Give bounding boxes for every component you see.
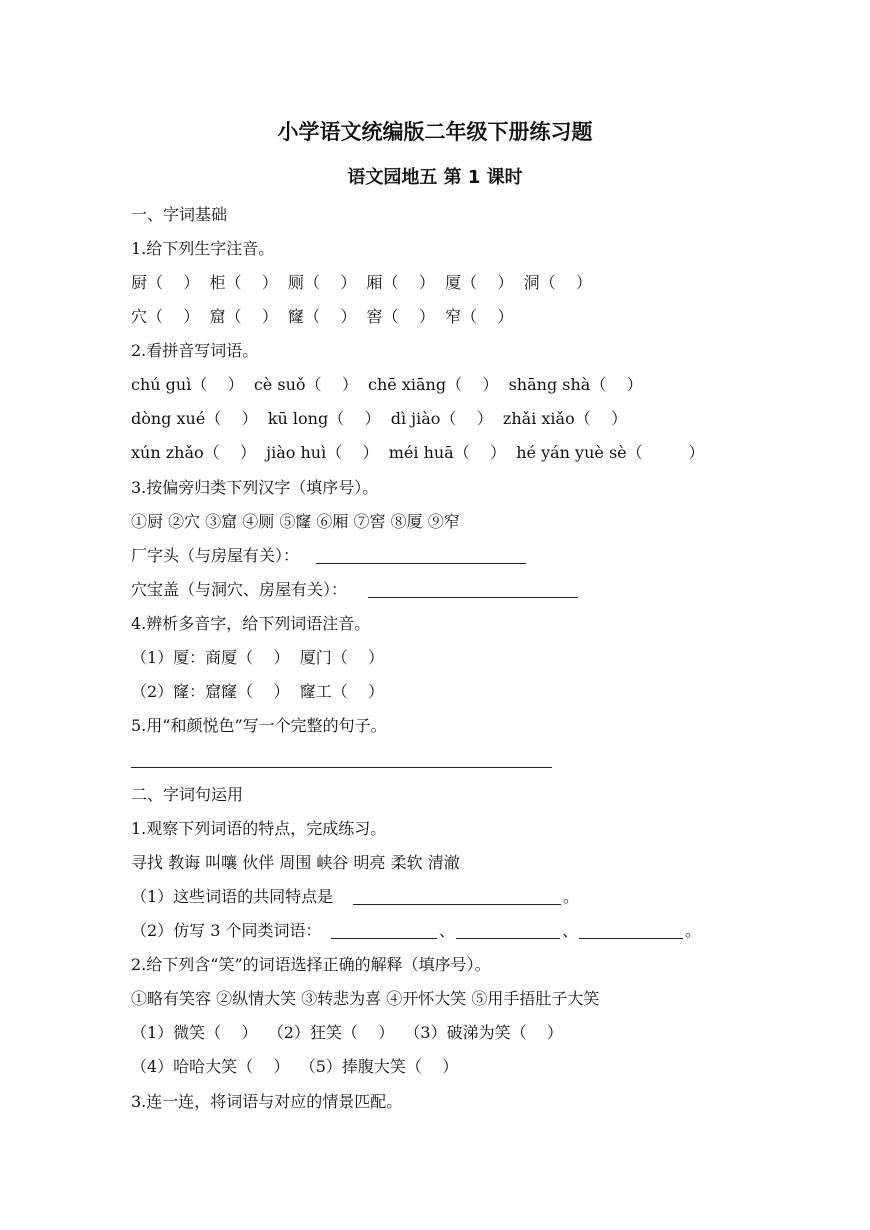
char-pinyin-row-2: 穴（ ） 窟（ ） 窿（ ） 窖（ ） 窄（ ） bbox=[131, 307, 514, 326]
question-2: 2.看拼音写词语。 bbox=[131, 341, 259, 360]
question-1: 1.观察下列词语的特点，完成练习。 bbox=[131, 819, 387, 838]
answer-blank[interactable] bbox=[331, 938, 437, 939]
answer-blank[interactable] bbox=[456, 938, 560, 939]
sub-question: （2）仿写 3 个同类词语： bbox=[131, 921, 322, 940]
comma-mark: 、 bbox=[562, 921, 579, 940]
word-list: 寻找 教诲 叫嚷 伙伴 周围 峡谷 明亮 柔软 清澈 bbox=[131, 853, 460, 872]
pinyin-row-3: xún zhǎo（ ） jiào huì（ ） méi huā（ ） hé yán yuè sè（ ） bbox=[131, 443, 705, 462]
sub-question: （1）这些词语的共同特点是 bbox=[131, 887, 334, 906]
radical-row-1: 厂字头（与房屋有关）： bbox=[131, 546, 300, 565]
polyphone-row-2: （2）窿：窟窿（ ） 窿工（ ） bbox=[131, 682, 385, 701]
question-5: 5.用“和颜悦色”写一个完整的句子。 bbox=[131, 716, 387, 735]
comma-mark: 、 bbox=[439, 921, 456, 940]
laugh-row-2: （4）哈哈大笑（ ） （5）捧腹大笑（ ） bbox=[131, 1057, 459, 1076]
question-3: 3.连一连，将词语与对应的情景匹配。 bbox=[131, 1092, 403, 1111]
laugh-row-1: （1）微笑（ ） （2）狂笑（ ） （3）破涕为笑（ ） bbox=[131, 1023, 563, 1042]
answer-blank[interactable] bbox=[579, 938, 683, 939]
question-2: 2.给下列含“笑”的词语选择正确的解释（填序号）。 bbox=[131, 955, 491, 974]
question-1: 1.给下列生字注音。 bbox=[131, 239, 275, 258]
page-title: 小学语文统编版二年级下册练习题 bbox=[277, 120, 593, 144]
page-subtitle: 语文园地五 第 1 课时 bbox=[347, 167, 523, 188]
section-heading: 一、字词基础 bbox=[131, 205, 228, 224]
numbered-chars: ①厨 ②穴 ③窟 ④厕 ⑤窿 ⑥厢 ⑦窖 ⑧厦 ⑨窄 bbox=[131, 512, 460, 531]
answer-blank[interactable] bbox=[368, 597, 578, 598]
pinyin-row-1: chú guì（ ） cè suǒ（ ） chē xiāng（ ） shāng shà（ ） bbox=[131, 375, 643, 394]
pinyin-row-2: dòng xué（ ） kū long（ ） dì jiào（ ） zhǎi xiǎo（ ） bbox=[131, 409, 628, 428]
meaning-options: ①略有笑容 ②纵情大笑 ③转悲为喜 ④开怀大笑 ⑤用手捂肚子大笑 bbox=[131, 989, 600, 1008]
polyphone-row-1: （1）厦：商厦（ ） 厦门（ ） bbox=[131, 648, 385, 667]
radical-row-2: 穴宝盖（与洞穴、房屋有关）： bbox=[131, 580, 348, 599]
period-mark: 。 bbox=[685, 921, 702, 940]
question-3: 3.按偏旁归类下列汉字（填序号）。 bbox=[131, 478, 379, 497]
section-heading: 二、字词句运用 bbox=[131, 785, 244, 804]
period-mark: 。 bbox=[563, 887, 580, 906]
question-4: 4.辨析多音字，给下列词语注音。 bbox=[131, 614, 371, 633]
answer-blank[interactable] bbox=[353, 904, 561, 905]
char-pinyin-row-1: 厨（ ） 柜（ ） 厕（ ） 厢（ ） 厦（ ） 洞（ ） bbox=[131, 273, 592, 292]
answer-blank[interactable] bbox=[131, 767, 552, 768]
answer-blank[interactable] bbox=[316, 563, 526, 564]
